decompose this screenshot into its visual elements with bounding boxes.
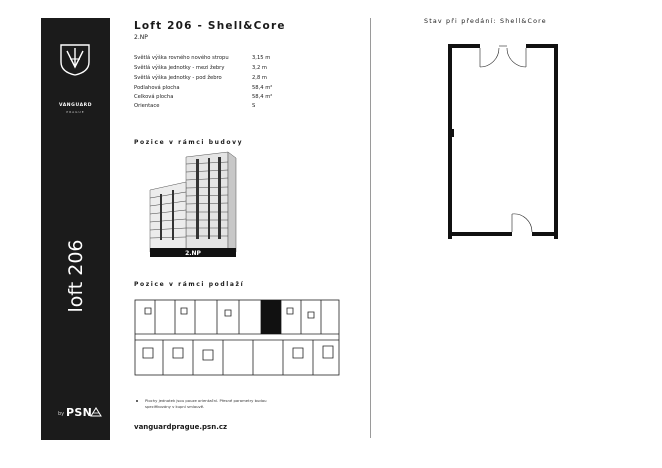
vanguard-logo-icon bbox=[58, 42, 92, 76]
param-value: S bbox=[252, 103, 256, 109]
param-label: Světlá výška jednotky - mezi žebry bbox=[134, 65, 225, 71]
param-label: Světlá výška rovného nového stropu bbox=[134, 55, 229, 61]
website-link[interactable]: vanguardprague.psn.cz bbox=[134, 423, 228, 431]
page-title: Loft 206 - Shell&Core bbox=[134, 20, 286, 32]
floor-key-plan bbox=[133, 298, 343, 378]
by-label: by bbox=[58, 411, 65, 417]
param-value: 58,4 m² bbox=[252, 85, 273, 91]
param-row bbox=[134, 75, 282, 84]
unit-floor-plan bbox=[448, 44, 558, 239]
sidebar bbox=[41, 18, 110, 440]
brand-sub: PRAGUE bbox=[66, 110, 85, 114]
floor-label: 2.NP bbox=[134, 34, 148, 41]
param-row bbox=[134, 94, 282, 103]
param-label: Orientace bbox=[134, 103, 160, 109]
param-value: 2,8 m bbox=[252, 75, 267, 81]
brand-name: VANGUARD bbox=[58, 103, 93, 108]
plan-title: Stav při předání: Shell&Core bbox=[424, 18, 547, 25]
param-label: Světlá výška jednotky - pod žebro bbox=[134, 75, 222, 81]
param-row bbox=[134, 103, 282, 112]
param-value: 3,2 m bbox=[252, 65, 267, 71]
param-row bbox=[134, 85, 282, 94]
param-row bbox=[134, 65, 282, 74]
disclaimer-note: Plochy jednotek jsou pouze orientační. Přesné parametry budou specifikovány v kupní smlouvě. bbox=[145, 398, 267, 409]
building-position-heading: Pozice v rámci budovy bbox=[134, 139, 244, 146]
param-value: 58,4 m² bbox=[252, 94, 273, 100]
param-label: Celková plocha bbox=[134, 94, 174, 100]
psn-logo-icon bbox=[91, 407, 101, 417]
building-floor-label: 2.NP bbox=[185, 250, 201, 257]
unit-vertical-title: loft 206 bbox=[65, 239, 87, 313]
param-value: 3,15 m bbox=[252, 55, 271, 61]
note-bullet bbox=[136, 400, 138, 402]
developer-name: PSN bbox=[66, 406, 93, 419]
param-label: Podlahová plocha bbox=[134, 85, 180, 91]
floor-position-heading: Pozice v rámci podlaží bbox=[134, 281, 245, 288]
building-illustration bbox=[148, 152, 248, 267]
param-row bbox=[134, 55, 282, 64]
column-divider bbox=[370, 18, 371, 438]
